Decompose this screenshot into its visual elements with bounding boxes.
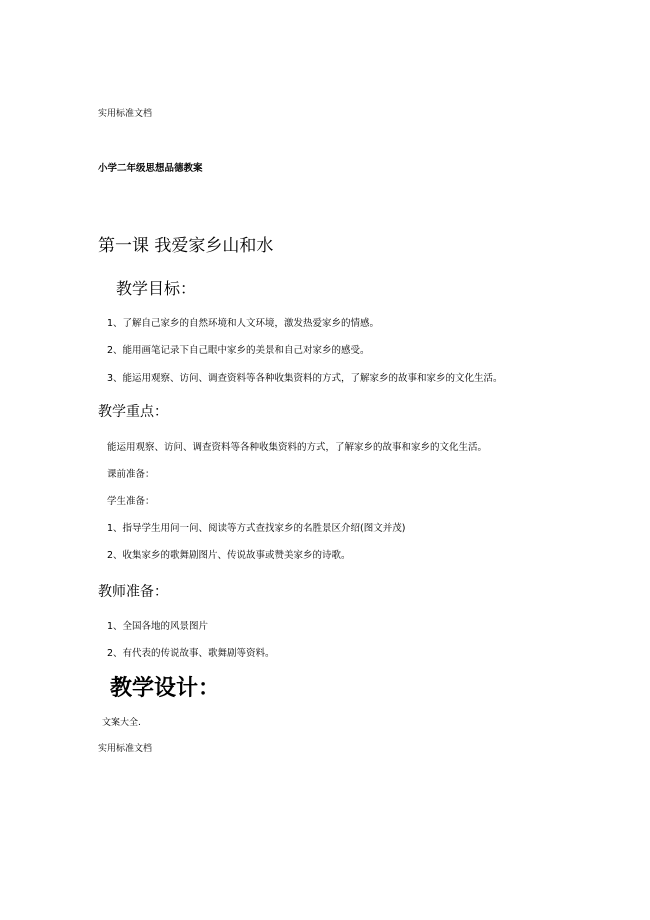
teacher-prep-item: 1、全国各地的风景图片 — [107, 621, 209, 632]
goal-item: 1、了解自己家乡的自然环境和人文环境，激发热爱家乡的情感。 — [107, 318, 380, 329]
focus-text: 能运用观察、访问、调查资料等各种收集资料的方式，了解家乡的故事和家乡的文化生活。 — [107, 442, 488, 453]
goal-item: 2、能用画笔记录下自己眼中家乡的美景和自己对家乡的感受。 — [107, 345, 370, 356]
prep-label: 课前准备： — [107, 469, 155, 480]
goal-item: 3、能运用观察、访问、调查资料等各种收集资料的方式，了解家乡的故事和家乡的文化生活。 — [107, 373, 503, 384]
page-header-text: 实用标准文档 — [98, 109, 153, 119]
teacher-prep-heading: 教师准备： — [98, 584, 168, 600]
document-title: 小学二年级思想品德教案 — [98, 163, 203, 174]
lesson-title: 第一课 我爱家乡山和水 — [98, 236, 274, 256]
teacher-prep-item: 2、有代表的传说故事、歌舞剧等资料。 — [107, 648, 275, 659]
footer-text: 文案大全. — [102, 718, 141, 728]
focus-heading: 教学重点： — [98, 404, 168, 420]
page-footer-header-text: 实用标准文档 — [98, 744, 153, 754]
design-heading: 教学设计： — [110, 676, 221, 701]
student-prep-item: 2、收集家乡的歌舞剧图片、传说故事或赞美家乡的诗歌。 — [107, 550, 351, 561]
student-prep-item: 1、指导学生用问一问、阅读等方式查找家乡的名胜景区介绍(图文并茂) — [107, 523, 406, 534]
goals-heading: 教学目标： — [116, 279, 197, 298]
student-prep-label: 学生准备： — [107, 496, 155, 507]
